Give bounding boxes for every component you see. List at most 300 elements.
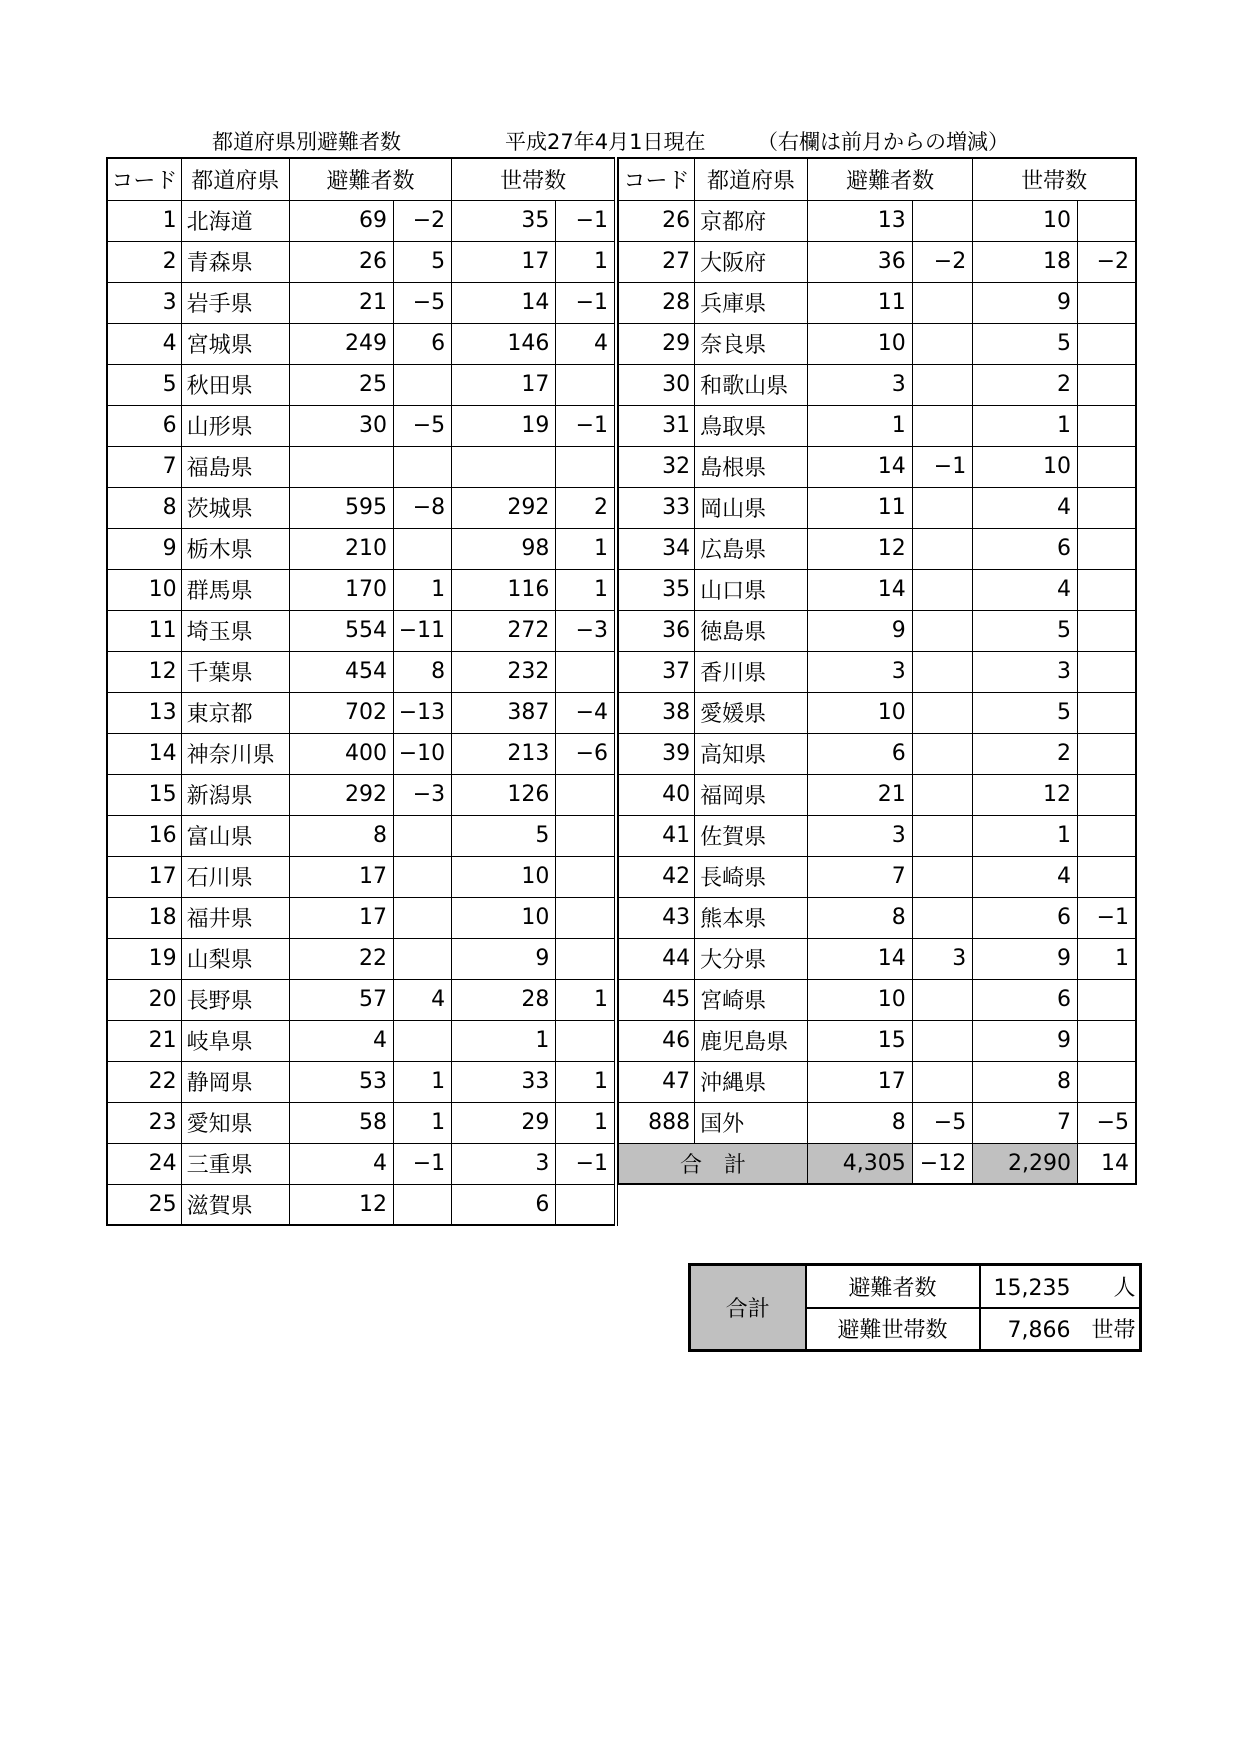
cell-prefecture: 福島県 [181, 446, 289, 487]
cell-evacuees-change [394, 815, 452, 856]
cell-evacuees: 3 [807, 651, 912, 692]
cell-evacuees: 21 [807, 774, 912, 815]
cell-prefecture: 福井県 [181, 897, 289, 938]
table-row [618, 241, 1136, 282]
cell-households: 5 [973, 692, 1078, 733]
cell-households: 10 [973, 446, 1078, 487]
cell-evacuees: 36 [807, 241, 912, 282]
cell-prefecture: 滋賀県 [181, 1184, 289, 1225]
cell-households-change [556, 897, 616, 938]
left-table [106, 157, 618, 1226]
table-row [618, 1102, 1136, 1143]
cell-prefecture: 香川県 [695, 651, 808, 692]
cell-households: 232 [452, 651, 556, 692]
cell-evacuees-change: 4 [394, 979, 452, 1020]
table-row [107, 979, 616, 1020]
cell-code: 1 [107, 200, 181, 241]
cell-prefecture: 広島県 [695, 528, 808, 569]
header-pref: 都道府県 [181, 158, 289, 200]
cell-prefecture: 北海道 [181, 200, 289, 241]
table-row [618, 323, 1136, 364]
cell-households-change: 1 [556, 1061, 616, 1102]
summary-evacuees-cell [980, 1265, 1141, 1308]
cell-households: 3 [973, 651, 1078, 692]
cell-evacuees-change: −10 [394, 733, 452, 774]
cell-households-change: −1 [1078, 897, 1137, 938]
cell-evacuees: 12 [807, 528, 912, 569]
cell-evacuees: 10 [807, 692, 912, 733]
cell-code: 24 [107, 1143, 181, 1184]
table-row [107, 1020, 616, 1061]
header-code: コード [618, 158, 695, 200]
cell-prefecture: 愛知県 [181, 1102, 289, 1143]
cell-evacuees: 3 [807, 364, 912, 405]
cell-evacuees: 9 [807, 610, 912, 651]
cell-prefecture: 群馬県 [181, 569, 289, 610]
cell-households-change [1078, 651, 1137, 692]
summary-households-unit: 世帯 [1091, 1318, 1136, 1344]
cell-code: 14 [107, 733, 181, 774]
cell-evacuees-change [912, 1061, 972, 1102]
cell-households: 9 [973, 1020, 1078, 1061]
cell-code: 42 [618, 856, 695, 897]
cell-households: 387 [452, 692, 556, 733]
cell-evacuees: 22 [289, 938, 393, 979]
cell-code: 20 [107, 979, 181, 1020]
cell-evacuees-change: 6 [394, 323, 452, 364]
cell-households: 10 [452, 856, 556, 897]
cell-code: 32 [618, 446, 695, 487]
cell-evacuees-change [394, 528, 452, 569]
cell-evacuees: 14 [807, 569, 912, 610]
cell-households: 4 [973, 569, 1078, 610]
cell-households: 2 [973, 364, 1078, 405]
cell-prefecture: 沖縄県 [695, 1061, 808, 1102]
cell-households-change [1078, 446, 1137, 487]
cell-households-change [1078, 487, 1137, 528]
table-row [618, 364, 1136, 405]
cell-code: 46 [618, 1020, 695, 1061]
cell-code: 3 [107, 282, 181, 323]
cell-households: 8 [973, 1061, 1078, 1102]
cell-prefecture: 奈良県 [695, 323, 808, 364]
cell-households-change [1078, 405, 1137, 446]
cell-households-change: 1 [556, 979, 616, 1020]
cell-households: 1 [973, 405, 1078, 446]
cell-prefecture: 秋田県 [181, 364, 289, 405]
cell-households-change: 1 [556, 1102, 616, 1143]
cell-prefecture: 長野県 [181, 979, 289, 1020]
cell-households-change: 1 [556, 241, 616, 282]
cell-evacuees-change [394, 897, 452, 938]
cell-households: 272 [452, 610, 556, 651]
cell-code: 43 [618, 897, 695, 938]
cell-code: 39 [618, 733, 695, 774]
cell-code: 40 [618, 774, 695, 815]
table-row [618, 979, 1136, 1020]
table-row [618, 200, 1136, 241]
cell-evacuees: 53 [289, 1061, 393, 1102]
cell-evacuees-change [912, 1020, 972, 1061]
cell-code: 888 [618, 1102, 695, 1143]
cell-households: 29 [452, 1102, 556, 1143]
cell-prefecture: 愛媛県 [695, 692, 808, 733]
cell-code: 26 [618, 200, 695, 241]
cell-evacuees-change: −1 [912, 446, 972, 487]
cell-households: 6 [973, 528, 1078, 569]
header-code: コード [107, 158, 181, 200]
cell-prefecture: 和歌山県 [695, 364, 808, 405]
table-row [618, 405, 1136, 446]
cell-households-change [556, 1020, 616, 1061]
cell-evacuees: 11 [807, 487, 912, 528]
table-row [107, 1102, 616, 1143]
cell-code: 31 [618, 405, 695, 446]
cell-evacuees-change [912, 569, 972, 610]
header-note: （右欄は前月からの増減） [757, 130, 1009, 154]
cell-evacuees: 702 [289, 692, 393, 733]
cell-households-change: 1 [556, 528, 616, 569]
cell-households: 7 [973, 1102, 1078, 1143]
cell-evacuees-change: 1 [394, 1102, 452, 1143]
cell-evacuees-change: −2 [912, 241, 972, 282]
cell-evacuees: 57 [289, 979, 393, 1020]
cell-households-change [556, 446, 616, 487]
cell-evacuees-change [912, 815, 972, 856]
cell-prefecture: 千葉県 [181, 651, 289, 692]
cell-evacuees: 8 [289, 815, 393, 856]
cell-evacuees-change: 1 [394, 1061, 452, 1102]
table-row [107, 1184, 616, 1225]
table-row [618, 938, 1136, 979]
table-row [618, 774, 1136, 815]
cell-evacuees: 8 [807, 1102, 912, 1143]
cell-prefecture: 兵庫県 [695, 282, 808, 323]
cell-evacuees: 17 [289, 897, 393, 938]
cell-evacuees: 15 [807, 1020, 912, 1061]
table-row [107, 528, 616, 569]
cell-evacuees: 249 [289, 323, 393, 364]
cell-evacuees-change [394, 1184, 452, 1225]
cell-code: 9 [107, 528, 181, 569]
cell-evacuees-change [912, 282, 972, 323]
cell-code: 41 [618, 815, 695, 856]
cell-prefecture: 鹿児島県 [695, 1020, 808, 1061]
summary-label: 合計 [690, 1265, 806, 1351]
cell-households: 5 [973, 610, 1078, 651]
cell-evacuees-change [912, 610, 972, 651]
cell-evacuees-change [912, 364, 972, 405]
right-table [617, 157, 1137, 1185]
cell-evacuees-change [394, 364, 452, 405]
cell-households: 33 [452, 1061, 556, 1102]
cell-households-change [556, 651, 616, 692]
cell-code: 38 [618, 692, 695, 733]
cell-households-change: −4 [556, 692, 616, 733]
cell-evacuees-change: −2 [394, 200, 452, 241]
cell-households-change [1078, 610, 1137, 651]
cell-households: 10 [452, 897, 556, 938]
cell-code: 35 [618, 569, 695, 610]
subtotal-evacuees: 4,305 [807, 1143, 912, 1184]
table-row [618, 1061, 1136, 1102]
cell-households-change [1078, 692, 1137, 733]
cell-evacuees: 170 [289, 569, 393, 610]
table-row [107, 774, 616, 815]
cell-prefecture: 高知県 [695, 733, 808, 774]
cell-code: 19 [107, 938, 181, 979]
cell-households-change [1078, 1061, 1137, 1102]
cell-households-change [556, 774, 616, 815]
cell-evacuees: 595 [289, 487, 393, 528]
table-row [618, 487, 1136, 528]
cell-households-change: −1 [556, 200, 616, 241]
cell-households-change [1078, 1020, 1137, 1061]
subtotal-label: 合 計 [618, 1143, 807, 1184]
subtotal-row [618, 1143, 1136, 1184]
cell-evacuees-change [394, 856, 452, 897]
summary-households-label: 避難世帯数 [806, 1308, 980, 1351]
cell-evacuees-change [912, 774, 972, 815]
cell-code: 45 [618, 979, 695, 1020]
cell-code: 30 [618, 364, 695, 405]
cell-evacuees: 210 [289, 528, 393, 569]
cell-prefecture: 岐阜県 [181, 1020, 289, 1061]
cell-households-change: 2 [556, 487, 616, 528]
cell-evacuees-change [394, 446, 452, 487]
cell-prefecture: 東京都 [181, 692, 289, 733]
cell-prefecture: 熊本県 [695, 897, 808, 938]
cell-evacuees: 13 [807, 200, 912, 241]
cell-households-change: −2 [1078, 241, 1137, 282]
cell-evacuees: 10 [807, 323, 912, 364]
cell-households-change [556, 938, 616, 979]
cell-prefecture: 神奈川県 [181, 733, 289, 774]
table-row [107, 1061, 616, 1102]
cell-evacuees-change [912, 856, 972, 897]
table-row [618, 733, 1136, 774]
cell-evacuees-change [912, 528, 972, 569]
cell-evacuees-change: −5 [912, 1102, 972, 1143]
cell-prefecture: 国外 [695, 1102, 808, 1143]
cell-evacuees: 69 [289, 200, 393, 241]
cell-evacuees: 26 [289, 241, 393, 282]
cell-prefecture: 静岡県 [181, 1061, 289, 1102]
table-row [618, 651, 1136, 692]
cell-prefecture: 三重県 [181, 1143, 289, 1184]
cell-prefecture: 山梨県 [181, 938, 289, 979]
cell-evacuees: 400 [289, 733, 393, 774]
table-row [107, 815, 616, 856]
cell-households: 98 [452, 528, 556, 569]
cell-evacuees: 30 [289, 405, 393, 446]
cell-code: 25 [107, 1184, 181, 1225]
table-header [618, 158, 1136, 200]
cell-households: 9 [452, 938, 556, 979]
cell-code: 4 [107, 323, 181, 364]
header-evacuees: 避難者数 [289, 158, 451, 200]
cell-evacuees: 17 [289, 856, 393, 897]
cell-code: 5 [107, 364, 181, 405]
cell-prefecture: 大分県 [695, 938, 808, 979]
cell-code: 18 [107, 897, 181, 938]
cell-households-change [1078, 774, 1137, 815]
cell-households: 28 [452, 979, 556, 1020]
table-row [618, 856, 1136, 897]
cell-prefecture: 島根県 [695, 446, 808, 487]
cell-households: 9 [973, 938, 1078, 979]
cell-evacuees-change: −3 [394, 774, 452, 815]
table-row [107, 200, 616, 241]
summary-evacuees-unit: 人 [1113, 1275, 1136, 1301]
summary-table [688, 1263, 1142, 1352]
cell-evacuees-change [394, 938, 452, 979]
table-row [618, 1020, 1136, 1061]
cell-code: 10 [107, 569, 181, 610]
summary-evacuees-label: 避難者数 [806, 1265, 980, 1308]
cell-prefecture: 富山県 [181, 815, 289, 856]
cell-evacuees: 3 [807, 815, 912, 856]
cell-households-change: 1 [1078, 938, 1137, 979]
cell-households-change [556, 1184, 616, 1225]
cell-households: 17 [452, 241, 556, 282]
table-row [107, 651, 616, 692]
cell-evacuees-change [912, 651, 972, 692]
cell-evacuees-change: −8 [394, 487, 452, 528]
cell-households: 35 [452, 200, 556, 241]
cell-prefecture: 青森県 [181, 241, 289, 282]
table-row [107, 323, 616, 364]
table-row [107, 282, 616, 323]
cell-households: 4 [973, 487, 1078, 528]
cell-households: 2 [973, 733, 1078, 774]
cell-households: 14 [452, 282, 556, 323]
table-row [618, 528, 1136, 569]
cell-households: 17 [452, 364, 556, 405]
cell-evacuees: 10 [807, 979, 912, 1020]
cell-prefecture: 山形県 [181, 405, 289, 446]
cell-evacuees-change: 5 [394, 241, 452, 282]
cell-households-change [1078, 323, 1137, 364]
cell-evacuees-change: −5 [394, 282, 452, 323]
cell-households: 9 [973, 282, 1078, 323]
cell-code: 29 [618, 323, 695, 364]
summary-evacuees-value: 15,235 [993, 1275, 1071, 1301]
cell-evacuees: 6 [807, 733, 912, 774]
cell-households: 12 [973, 774, 1078, 815]
table-row [107, 1143, 616, 1184]
cell-evacuees-change: −11 [394, 610, 452, 651]
header-households: 世帯数 [452, 158, 616, 200]
table-row [107, 733, 616, 774]
summary-households-cell [980, 1308, 1141, 1351]
cell-code: 21 [107, 1020, 181, 1061]
cell-code: 27 [618, 241, 695, 282]
cell-evacuees: 8 [807, 897, 912, 938]
page-header [0, 126, 1240, 156]
cell-households: 116 [452, 569, 556, 610]
cell-evacuees: 14 [807, 446, 912, 487]
cell-code: 36 [618, 610, 695, 651]
cell-households-change: 1 [556, 569, 616, 610]
cell-households-change [1078, 200, 1137, 241]
cell-evacuees: 12 [289, 1184, 393, 1225]
cell-households: 6 [452, 1184, 556, 1225]
cell-evacuees: 25 [289, 364, 393, 405]
header-households: 世帯数 [973, 158, 1136, 200]
cell-households-change [556, 856, 616, 897]
cell-code: 28 [618, 282, 695, 323]
cell-households-change: −1 [556, 282, 616, 323]
table-row [618, 282, 1136, 323]
table-row [618, 569, 1136, 610]
cell-code: 34 [618, 528, 695, 569]
cell-households: 10 [973, 200, 1078, 241]
cell-code: 15 [107, 774, 181, 815]
cell-evacuees-change [912, 487, 972, 528]
cell-prefecture: 佐賀県 [695, 815, 808, 856]
cell-households-change [1078, 733, 1137, 774]
cell-prefecture: 鳥取県 [695, 405, 808, 446]
cell-households: 18 [973, 241, 1078, 282]
cell-evacuees: 4 [289, 1143, 393, 1184]
cell-households: 146 [452, 323, 556, 364]
cell-households: 1 [973, 815, 1078, 856]
cell-prefecture: 茨城県 [181, 487, 289, 528]
header-evacuees: 避難者数 [807, 158, 972, 200]
table-row [107, 487, 616, 528]
table-row [107, 938, 616, 979]
cell-prefecture: 宮城県 [181, 323, 289, 364]
cell-evacuees: 7 [807, 856, 912, 897]
table-row [618, 446, 1136, 487]
cell-code: 47 [618, 1061, 695, 1102]
cell-evacuees: 14 [807, 938, 912, 979]
cell-evacuees-change [912, 405, 972, 446]
subtotal-households-change: 14 [1078, 1143, 1137, 1184]
table-header [107, 158, 616, 200]
cell-evacuees-change [394, 1020, 452, 1061]
cell-households [452, 446, 556, 487]
cell-households-change [1078, 282, 1137, 323]
cell-households: 126 [452, 774, 556, 815]
cell-code: 17 [107, 856, 181, 897]
cell-prefecture: 石川県 [181, 856, 289, 897]
cell-code: 13 [107, 692, 181, 733]
table-row [107, 405, 616, 446]
cell-households-change [1078, 569, 1137, 610]
cell-households: 292 [452, 487, 556, 528]
cell-households-change: −3 [556, 610, 616, 651]
cell-households-change [1078, 364, 1137, 405]
cell-evacuees-change: 3 [912, 938, 972, 979]
cell-evacuees: 292 [289, 774, 393, 815]
cell-prefecture: 山口県 [695, 569, 808, 610]
cell-code: 2 [107, 241, 181, 282]
cell-prefecture: 栃木県 [181, 528, 289, 569]
cell-prefecture: 埼玉県 [181, 610, 289, 651]
cell-households: 5 [973, 323, 1078, 364]
cell-code: 33 [618, 487, 695, 528]
table-row [107, 856, 616, 897]
cell-evacuees-change: 8 [394, 651, 452, 692]
table-row [618, 897, 1136, 938]
cell-prefecture: 岡山県 [695, 487, 808, 528]
cell-prefecture: 新潟県 [181, 774, 289, 815]
cell-prefecture: 大阪府 [695, 241, 808, 282]
cell-evacuees: 58 [289, 1102, 393, 1143]
header-pref: 都道府県 [695, 158, 808, 200]
